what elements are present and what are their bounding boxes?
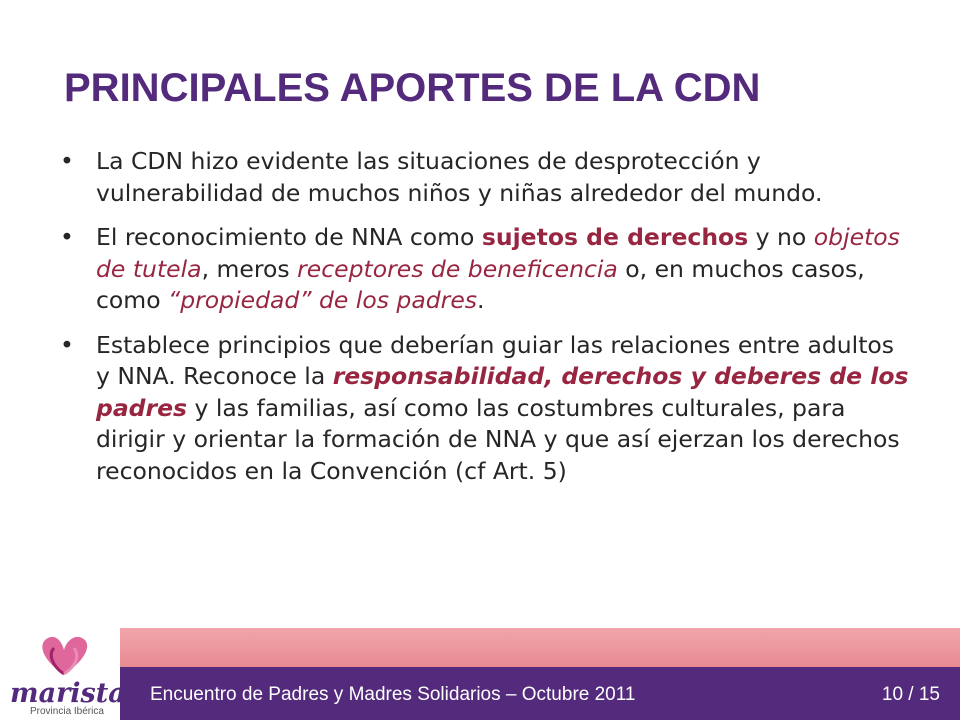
bullet-text-run: El reconocimiento de NNA como: [96, 223, 482, 251]
emphasis-text: receptores de beneficencia: [297, 254, 618, 283]
bullet-icon: •: [60, 330, 74, 359]
bullet-text: [96, 147, 822, 207]
logo-subtitle: Provincia Ibérica: [30, 706, 104, 717]
emphasis-text: sujetos de derechos: [481, 223, 749, 251]
slide-title: PRINCIPALES APORTES DE LA CDN: [64, 66, 761, 110]
bullet-text-run: y las familias, así como las costumbres culturales, para dirigir y orientar la formación de NNA y que así ejerzan los derechos reconocidos en la Convención (cf Art. 5): [96, 393, 900, 485]
bullet-icon: •: [60, 223, 74, 251]
bullet-item: [60, 330, 910, 488]
emphasis-text: responsabilidad, derechos y deberes de los padres: [96, 362, 909, 422]
page-number: 10 / 15: [881, 684, 940, 705]
bullet-text-run: La CDN hizo evidente las situaciones de desprotección y vulnerabilidad de muchos niños y niñas alrededor del mundo.: [96, 147, 823, 207]
bullet-item: [60, 222, 910, 317]
footer-accent-band: [120, 628, 960, 667]
bullet-text-run: Establece principios que deberían guiar las relaciones entre adultos y NNA. Reconoce la: [96, 330, 895, 390]
bullet-list: [60, 146, 910, 500]
bullet-text-run: o, en muchos casos, como: [96, 254, 865, 314]
bullet-text: [96, 331, 908, 485]
footer-caption: Encuentro de Padres y Madres Solidarios – Octubre 2011: [150, 684, 636, 705]
bullet-text-run: .: [477, 286, 485, 314]
bullet-text-run: , meros: [201, 254, 298, 283]
emphasis-text: objetos de tutela: [96, 223, 900, 283]
bullet-item: [60, 146, 910, 209]
bullet-icon: •: [60, 147, 74, 175]
bullet-text-run: y no: [748, 223, 814, 251]
bullet-text: [96, 223, 900, 314]
emphasis-text: “propiedad” de los padres: [168, 286, 478, 314]
logo-wordmark: maristas: [10, 678, 141, 709]
